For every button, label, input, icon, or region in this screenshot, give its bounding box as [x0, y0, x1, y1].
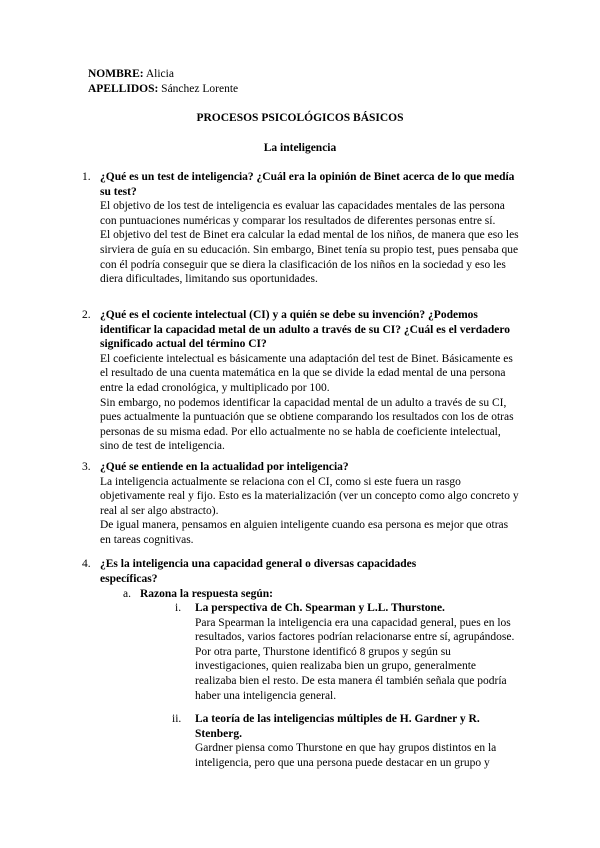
question-number: 2.: [82, 309, 91, 321]
question-title: ¿Qué es un test de inteligencia? ¿Cuál era la opinión de Binet acerca de lo que medía su test?: [100, 171, 515, 198]
question-number: 1.: [82, 171, 91, 183]
item-paragraph: Gardner piensa como Thurstone en que hay grupos distintos en la inteligencia, pero que una persona puede destacar en un grupo y: [195, 742, 497, 769]
sub-item-ii: [172, 712, 517, 770]
name-line: [88, 67, 238, 82]
sub-title: Razona la respuesta según:: [140, 588, 274, 600]
surname-value: Sánchez Lorente: [161, 82, 239, 95]
question-1: [82, 170, 520, 287]
item-marker: i.: [175, 602, 182, 614]
answer-paragraph: El coeficiente intelectual es básicamente una adaptación del test de Binet. Básicamente es el resultado de una cuenta matemática en la que se divide la edad mental de una persona entre la edad cronológica, y multiplicado por 100.: [100, 352, 513, 394]
question-title: ¿Qué se entiende en la actualidad por inteligencia?: [100, 461, 349, 473]
student-header: [88, 67, 238, 96]
surname-label: APELLIDOS:: [88, 82, 159, 95]
item-title: La teoría de las inteligencias múltiples de H. Gardner y R. Stenberg.: [195, 713, 480, 740]
name-value: Alicia: [145, 68, 174, 80]
question-title: ¿Es la inteligencia una capacidad general o diversas capacidades específicas?: [100, 558, 417, 585]
surname-line: [88, 82, 238, 97]
sub-question-a: [123, 587, 520, 602]
item-paragraph: Para Spearman la inteligencia era una capacidad general, pues en los resultados, varios factores podrían relacionarse entre sí, agrupándose.: [195, 616, 515, 644]
answer-paragraph: La inteligencia actualmente se relaciona con el CI, como si este fuera un rasgo objetivamente real y fijo. Esto es la materialización (ver un concepto como algo concreto y real al ser algo abstracto).: [100, 475, 519, 517]
sub-item-i: [175, 601, 517, 703]
question-2: [82, 308, 520, 454]
question-number: 3.: [82, 461, 91, 473]
document-subtitle: La inteligencia: [263, 142, 337, 154]
document-title: PROCESOS PSICOLÓGICOS BÁSICOS: [196, 112, 404, 124]
item-title: La perspectiva de Ch. Spearman y L.L. Thurstone.: [195, 602, 445, 614]
sub-marker: a.: [123, 588, 131, 600]
answer-paragraph: Sin embargo, no podemos identificar la capacidad mental de un adulto a través de su CI, pues actualmente la puntuación que se obtiene comparando los resultados con los de otras personas de su misma edad. Por ello actualmente no se habla de coeficiente intelectual, sino de test de inteligencia.: [100, 396, 514, 453]
item-paragraph: Por otra parte, Thurstone identificó 8 grupos y según su investigaciones, quien realizaba bien un grupo, generalmente realizaba bien el resto. De esta manera él también señala que podría haber una inteligencia general.: [195, 645, 507, 702]
question-number: 4.: [82, 558, 91, 570]
question-4: [82, 557, 440, 586]
question-3: [82, 460, 520, 548]
question-title: ¿Qué es el cociente intelectual (CI) y a quién se debe su invención? ¿Podemos identificar la capacidad metal de un adulto a través de su CI? ¿Cuál es el verdadero significado actual del término CI?: [100, 309, 511, 351]
answer-paragraph: De igual manera, pensamos en alguien inteligente cuando esa persona es mejor que otras en tareas cognitivas.: [100, 519, 509, 546]
answer-paragraph: El objetivo de los test de inteligencia es evaluar las capacidades mentales de las persona con puntuaciones numéricas y comparar los resultados de diferentes personas entre sí.: [100, 200, 505, 227]
name-label: NOMBRE:: [88, 68, 144, 80]
item-marker: ii.: [172, 713, 182, 725]
answer-paragraph: El objetivo del test de Binet era calcular la edad mental de los niños, de manera que eso les sirviera de guía en su educación. Sin embargo, Binet tenía su propio test, pues pensaba que con él podría conseguir que se diera la clasificación de los niños en la sociedad y eso les diera dificultades, limitando sus oportunidades.: [100, 229, 519, 286]
